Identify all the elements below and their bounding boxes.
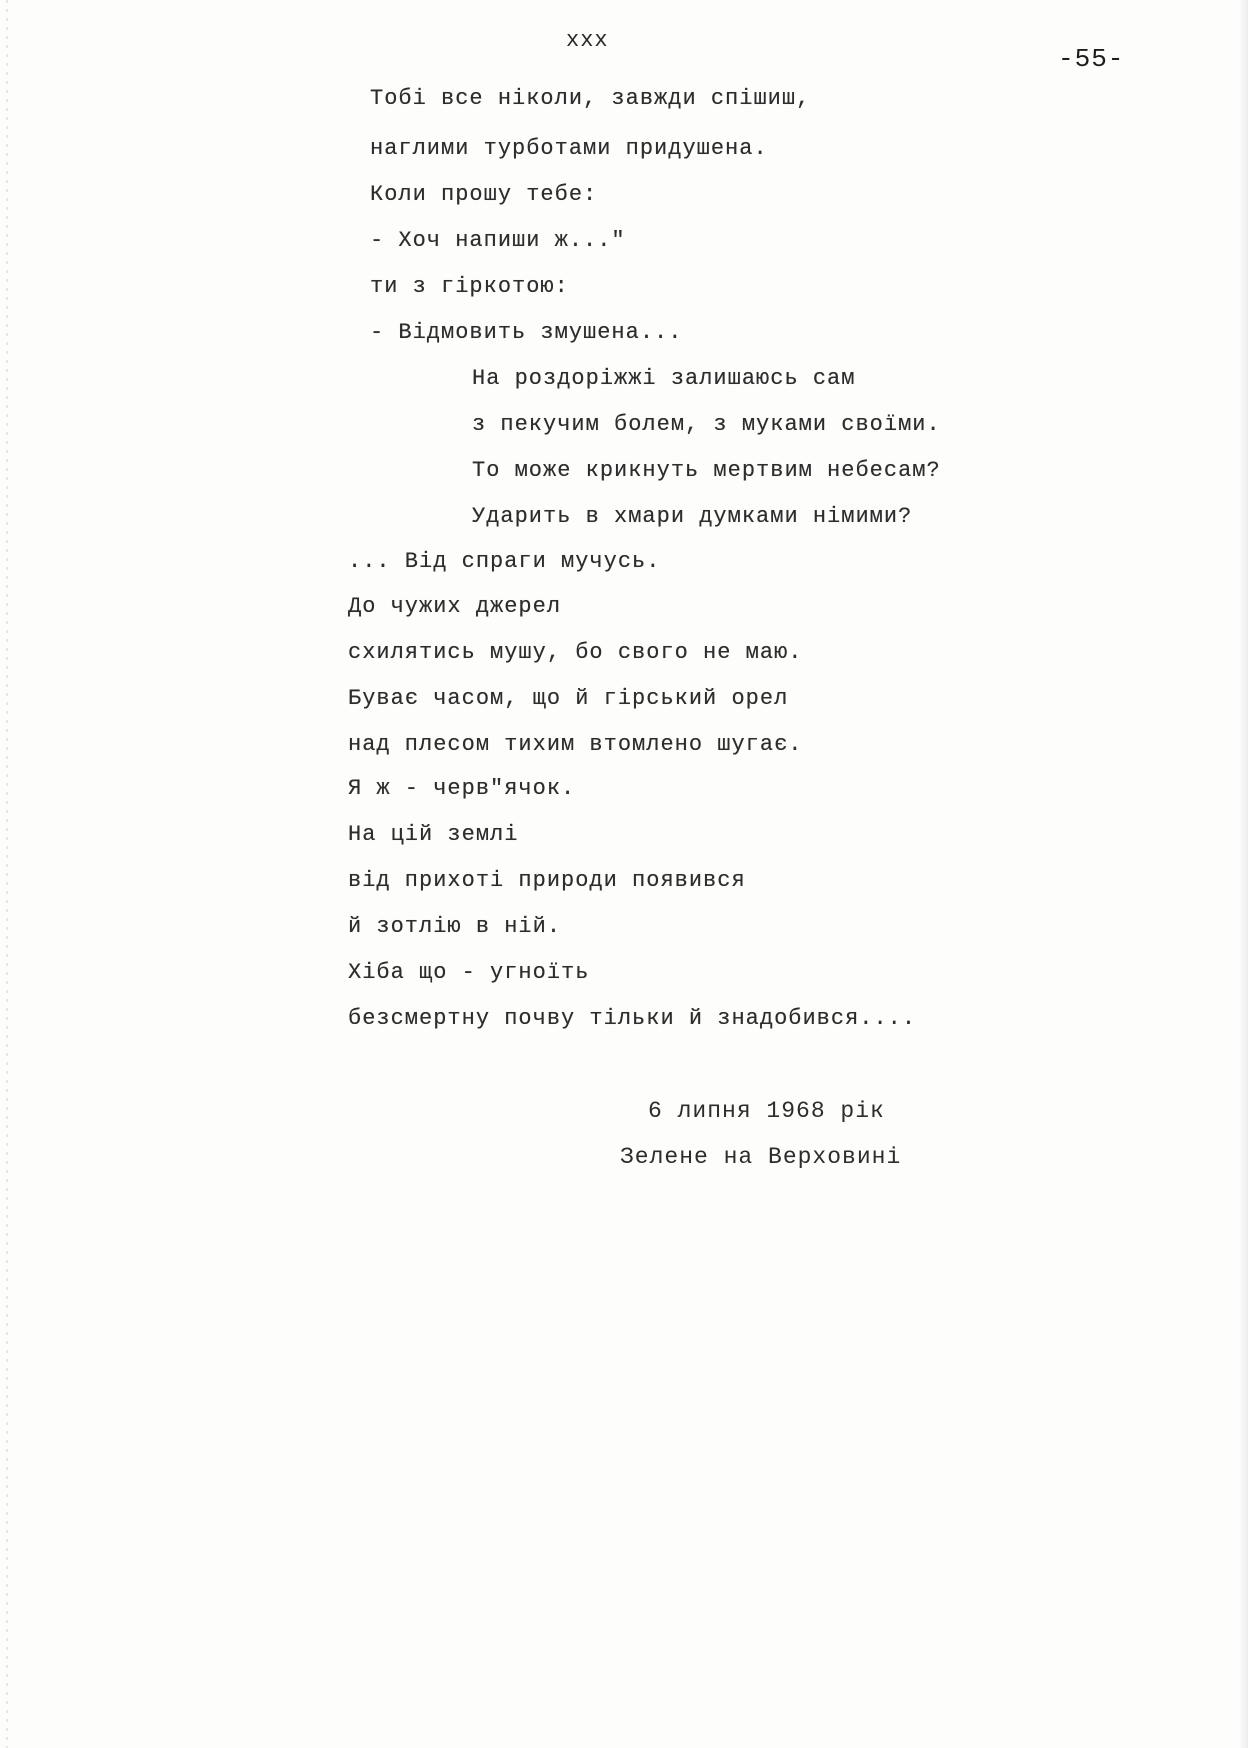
poem-line: Хіба що - угноїть <box>348 960 590 985</box>
poem-line: Тобі все ніколи, завжди спішиш, <box>370 86 811 111</box>
poem-line: Буває часом, що й гірський орел <box>348 686 789 711</box>
poem-line: ти з гіркотою: <box>370 274 569 299</box>
poem-line: То може крикнуть мертвим небесам? <box>472 458 941 483</box>
scan-edge-right <box>1238 0 1248 1748</box>
poem-place: Зелене на Верховині <box>620 1144 902 1170</box>
scan-edge-left <box>6 0 8 1748</box>
poem-title: xxx <box>566 28 609 53</box>
poem-line: схилятись мушу, бо свого не маю. <box>348 640 803 665</box>
poem-line: На роздоріжжі залишаюсь сам <box>472 366 856 391</box>
poem-line: безсмертну почву тільки й знадобився.... <box>348 1006 917 1031</box>
poem-line: - Хоч напиши ж..." <box>370 228 626 253</box>
poem-line: Коли прошу тебе: <box>370 182 598 207</box>
poem-line: ... Від спраги мучусь. <box>348 549 661 574</box>
poem-line: - Відмовить змушена... <box>370 320 683 345</box>
page-number: -55- <box>1058 44 1125 74</box>
poem-line: До чужих джерел <box>348 594 562 619</box>
poem-line: від прихоті природи появився <box>348 868 746 893</box>
poem-line: й зотлію в ній. <box>348 914 562 939</box>
poem-date: 6 липня 1968 рік <box>648 1098 885 1124</box>
poem-line: На цій землі <box>348 822 519 847</box>
poem-line: Ударить в хмари думками німими? <box>472 504 913 529</box>
poem-line: Я ж - черв"ячок. <box>348 776 576 801</box>
poem-line: наглими турботами придушена. <box>370 136 768 161</box>
poem-line: з пекучим болем, з муками своїми. <box>472 412 941 437</box>
poem-line: над плесом тихим втомлено шугає. <box>348 732 803 757</box>
